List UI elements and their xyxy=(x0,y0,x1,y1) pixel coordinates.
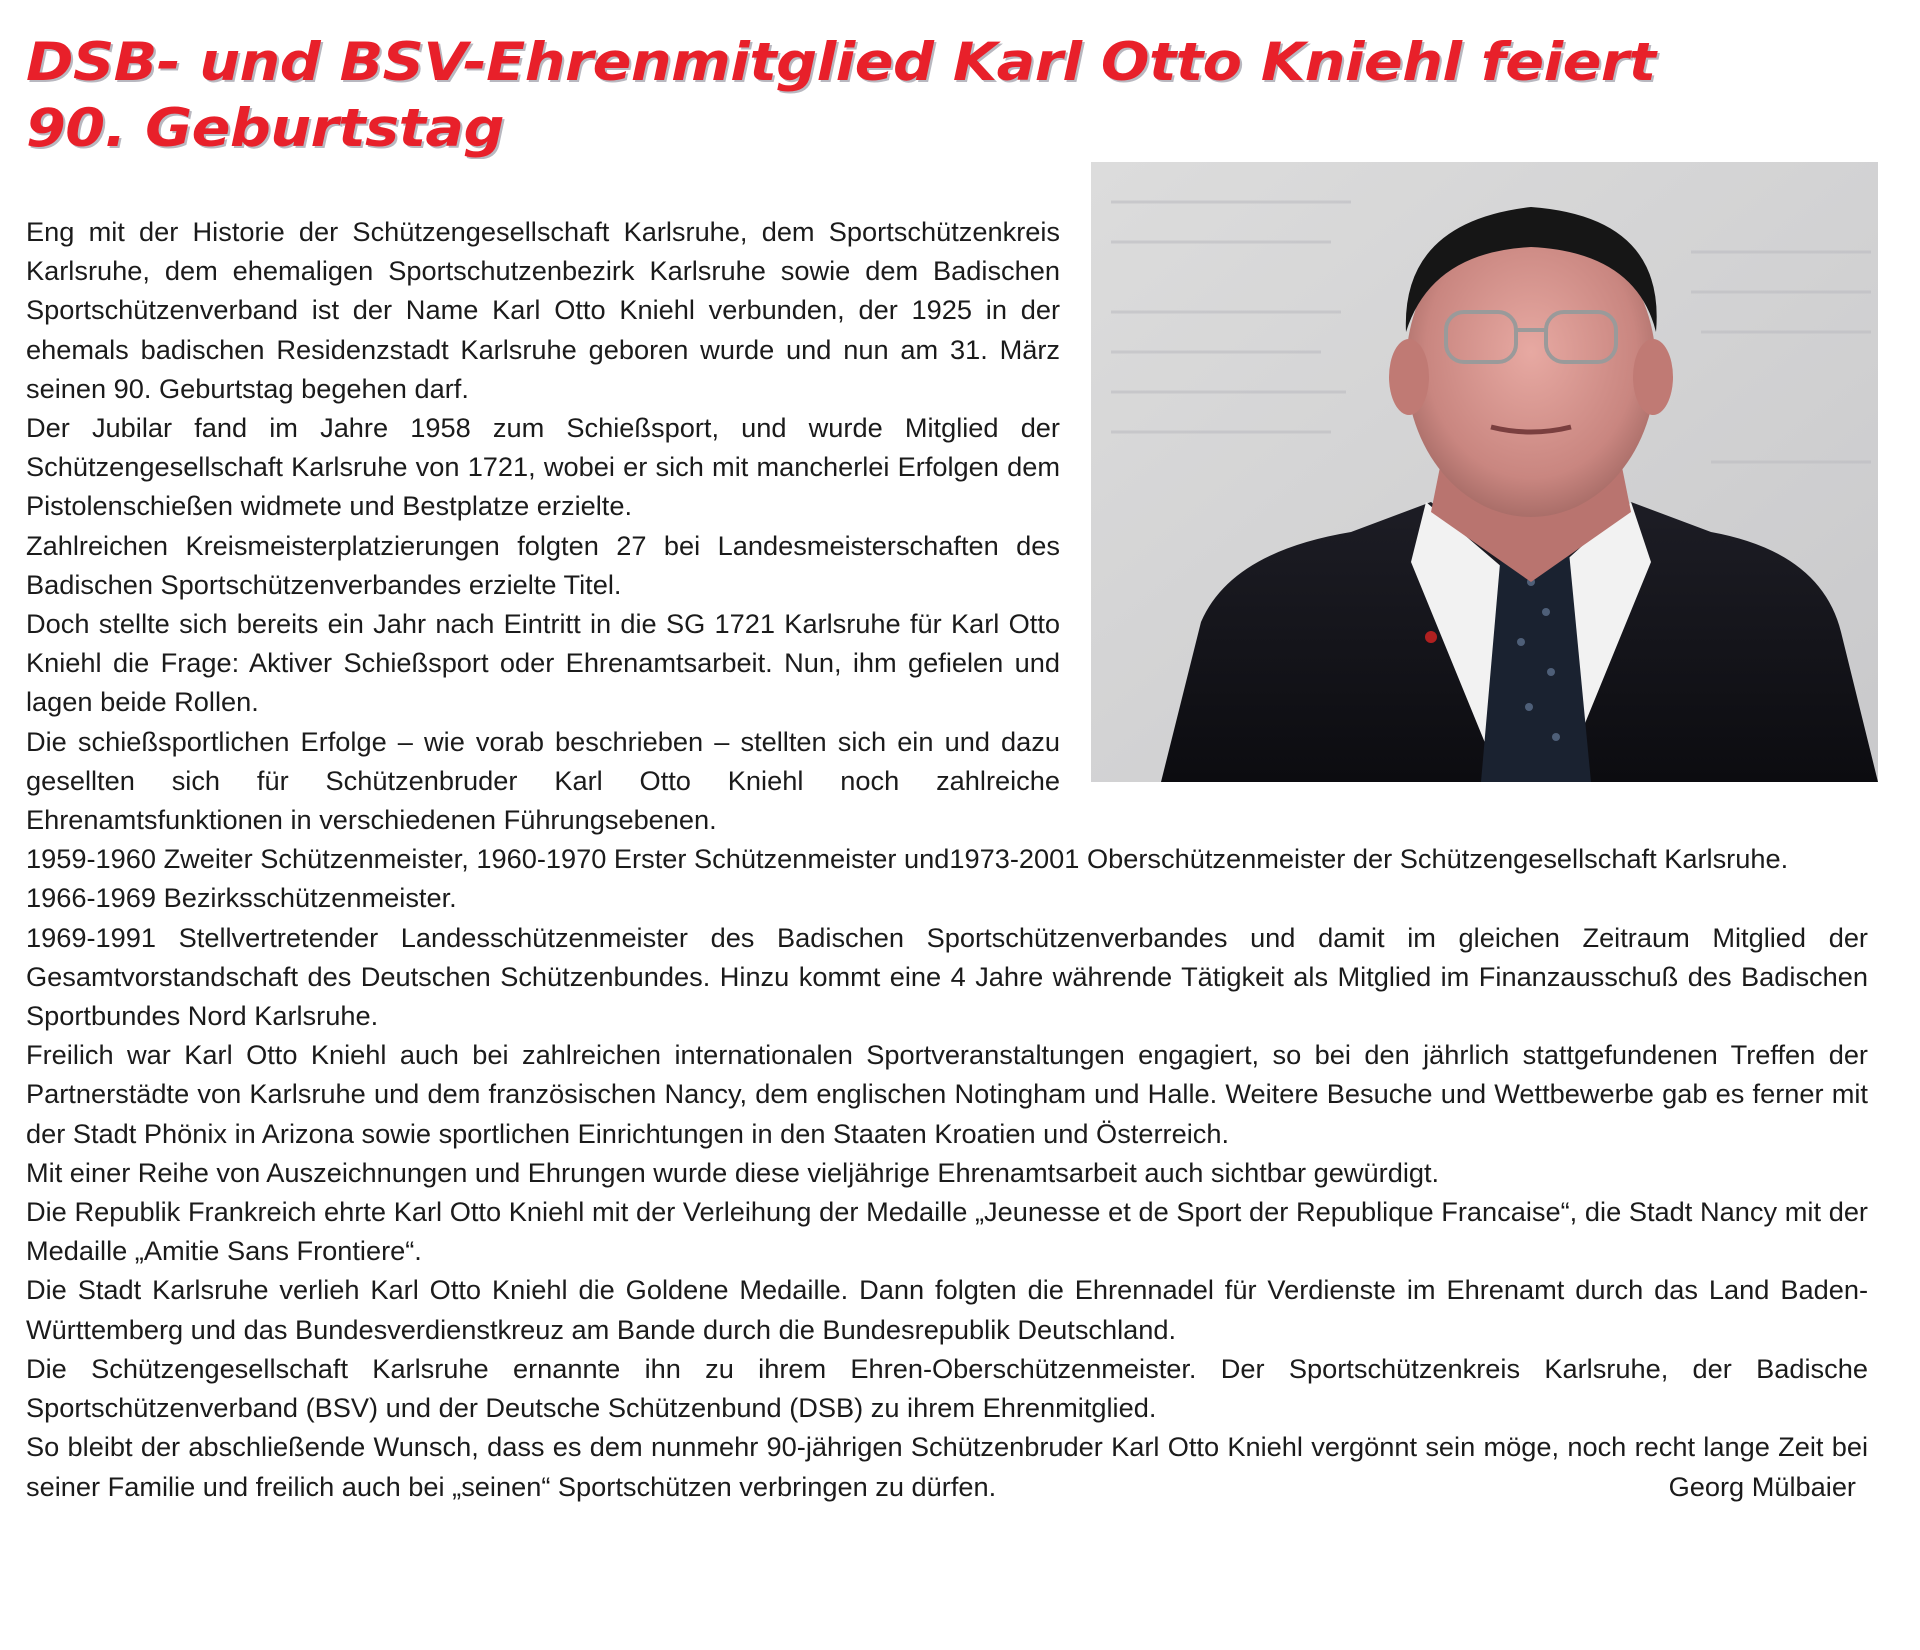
headline-line-2: 90. Geburtstag xyxy=(26,98,504,159)
paragraph-france: Die Republik Frankreich ehrte Karl Otto Kniehl mit der Verleihung der Medaille „Jeunesse et de Sport der Republique Francaise“, die Stadt Nancy mit der Medaille „Amitie Sans Frontiere“. xyxy=(26,1196,1868,1267)
paragraph-honorary: Die Schützengesellschaft Karlsruhe ernannte ihn zu ihrem Ehren-Oberschützenmeister. Der Sportschützenkreis Karlsruhe, der Badische Sportschützenverband (BSV) und der Deutsche Schützenbund (DSB) zu ihrem Ehrenmitglied. xyxy=(26,1352,1868,1424)
photo-wrap-space xyxy=(1068,212,1868,782)
article-body xyxy=(26,212,1868,1506)
paragraph-international: Freilich war Karl Otto Kniehl auch bei zahlreichen internationalen Sportveranstaltungen engagiert, so bei den jährlich stattgefundenen Treffen der Partnerstädte von Karlsruhe und dem französischen Nancy, dem englischen Notingham und Halle. Weitere Besuche und Wettbewerbe gab es ferner mit der Stadt Phönix in Arizona sowie sportlichen Einrichtungen in den Staaten Kroatien und Österreich. xyxy=(26,1039,1868,1149)
paragraph-functions: Die schießsportlichen Erfolge – wie vorab beschrieben – stellten sich ein und dazu gesellten sich für Schützenbruder Karl Otto Kniehl noch zahlreiche Ehrenamtsfunktionen in verschiedenen Führungsebenen. xyxy=(26,725,1060,836)
paragraph-schuetzenmeister: 1959-1960 Zweiter Schützenmeister, 1960-1970 Erster Schützenmeister und1973-2001 Oberschützenmeister der Schützengesellschaft Karlsruhe. xyxy=(26,843,1789,875)
closing-text: So bleibt der abschließende Wunsch, dass es dem nunmehr 90-jährigen Schützenbruder Karl Otto Kniehl vergönnt sein möge, noch recht lange Zeit bei seiner Familie und freilich auch bei „seinen“ Sportschützen verbringen zu dürfen. xyxy=(26,1431,1868,1502)
paragraph-bezirk: 1966-1969 Bezirksschützenmeister. xyxy=(26,882,457,914)
paragraph-intro: Eng mit der Historie der Schützengesellschaft Karlsruhe, dem Sportschützenkreis Karlsruhe, dem ehemaligen Sportschutzenbezirk Karlsruhe sowie dem Badischen Sportschützenverband ist der Name Karl Otto Kniehl verbunden, der 1925 in der ehemals badischen Residenzstadt Karlsruhe geboren wurde und nun am 31. März seinen 90. Geburtstag begehen darf. xyxy=(26,216,1060,404)
paragraph-closing xyxy=(26,1427,1868,1505)
author-signature: Georg Mülbaier xyxy=(1668,1470,1856,1502)
headline-line-1: DSB- und BSV-Ehrenmitglied Karl Otto Kniehl feiert xyxy=(26,32,1656,93)
article-headline xyxy=(26,30,1920,162)
paragraph-landes: 1969-1991 Stellvertretender Landesschützenmeister des Badischen Sportschützenverbandes und damit im gleichen Zeitraum Mitglied der Gesamtvorstandschaft des Deutschen Schützenbundes. Hinzu kommt eine 4 Jahre währende Tätigkeit als Mitglied im Finanzausschuß des Badischen Sportbundes Nord Karlsruhe. xyxy=(26,921,1868,1032)
paragraph-karlsruhe: Die Stadt Karlsruhe verlieh Karl Otto Kniehl die Goldene Medaille. Dann folgten die Ehrennadel für Verdienste im Ehrenamt durch das Land Baden-Württemberg und das Bundesverdienstkreuz am Bande durch die Bundesrepublik Deutschland. xyxy=(26,1274,1868,1345)
paragraph-jubilar: Der Jubilar fand im Jahre 1958 zum Schießsport, und wurde Mitglied der Schützengesellschaft Karlsruhe von 1721, wobei er sich mit mancherlei Erfolgen dem Pistolenschießen widmete und Bestplatze erzielte. xyxy=(26,412,1060,522)
paragraph-question: Doch stellte sich bereits ein Jahr nach Eintritt in die SG 1721 Karlsruhe für Karl Otto Kniehl die Frage: Aktiver Schießsport oder Ehrenamtsarbeit. Nun, ihm gefielen und lagen beide Rollen. xyxy=(26,608,1060,718)
paragraph-titles: Zahlreichen Kreismeisterplatzierungen folgten 27 bei Landesmeisterschaften des Badischen Sportschützenverbandes erzielte Titel. xyxy=(26,529,1060,600)
paragraph-awards: Mit einer Reihe von Auszeichnungen und Ehrungen wurde diese vieljährige Ehrenamtsarbeit auch sichtbar gewürdigt. xyxy=(26,1156,1440,1188)
